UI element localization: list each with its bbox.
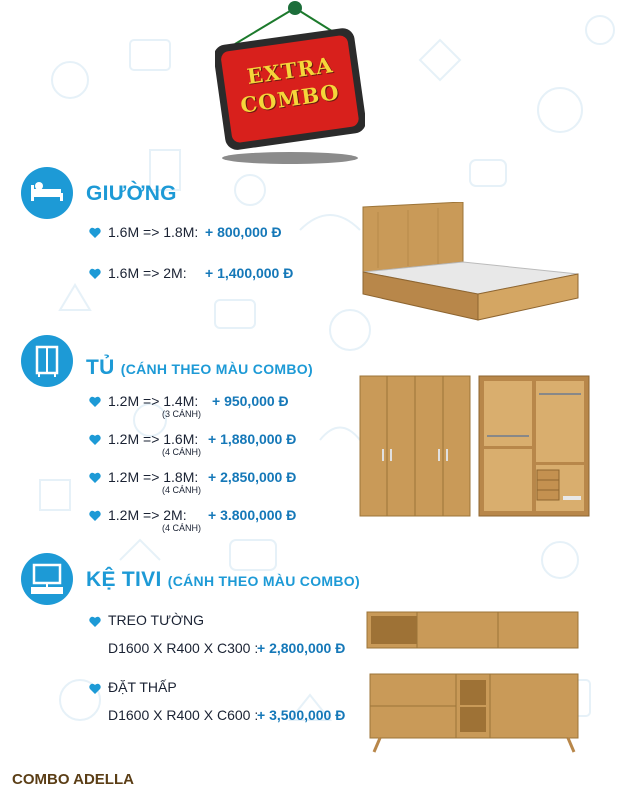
wardrobe-icon-circle <box>21 335 73 387</box>
ketivi-item-2-spec: D1600 X R400 X C600 : <box>108 707 259 723</box>
tv-stand-icon-circle <box>21 553 73 605</box>
section-title-giuong: GIƯỜNG <box>86 182 177 205</box>
tu-item-2-label: 1.2M => 1.6M: <box>108 431 199 447</box>
bed-image <box>358 202 583 322</box>
tv-stand-wall-image <box>365 610 580 650</box>
heart-bullet-icon <box>89 434 101 446</box>
tu-item-2-price: + 1,880,000 Đ <box>208 431 297 447</box>
ketivi-item-1-spec: D1600 X R400 X C300 : <box>108 640 259 656</box>
tu-item-4-label: 1.2M => 2M: <box>108 507 187 523</box>
banner-line2: COMBO <box>238 79 342 118</box>
heart-bullet-icon <box>89 472 101 484</box>
tu-item-4-price: + 3.800,000 Đ <box>208 507 297 523</box>
banner-line1: EXTRA <box>245 52 335 89</box>
tu-item-1-note: (3 CÁNH) <box>162 409 202 419</box>
wardrobe-closed-image <box>358 374 473 519</box>
heart-bullet-icon <box>89 227 101 239</box>
heart-bullet-icon <box>89 683 101 695</box>
tu-item-1-label: 1.2M => 1.4M: <box>108 393 199 409</box>
extra-combo-banner <box>215 0 365 165</box>
section-title-ketivi-main: KỆ TIVI <box>86 568 162 591</box>
tu-item-2-note: (4 CÁNH) <box>162 447 202 457</box>
section-title-tu-main: TỦ <box>86 356 115 379</box>
tu-item-3-label: 1.2M => 1.8M: <box>108 469 199 485</box>
section-title-tu <box>86 356 313 380</box>
wardrobe-icon <box>21 335 73 387</box>
ketivi-item-2-name: ĐẶT THẤP <box>108 679 177 695</box>
tu-item-3-price: + 2,850,000 Đ <box>208 469 297 485</box>
section-subtitle-tu: (CÁNH THEO MÀU COMBO) <box>120 361 313 377</box>
tv-stand-floor-image <box>368 672 580 754</box>
ketivi-item-1-name: TREO TƯỜNG <box>108 612 205 628</box>
ketivi-item-2-price: + 3,500,000 Đ <box>257 707 346 723</box>
section-title-ketivi <box>86 568 360 592</box>
giuong-item-1-price: + 800,000 Đ <box>205 224 282 240</box>
giuong-item-2-label: 1.6M => 2M: <box>108 265 187 281</box>
giuong-item-1-label: 1.6M => 1.8M: <box>108 224 199 240</box>
wardrobe-open-image <box>477 374 592 519</box>
tv-stand-icon <box>21 553 73 605</box>
heart-bullet-icon <box>89 616 101 628</box>
tu-item-3-note: (4 CÁNH) <box>162 485 202 495</box>
footer-combo-name: COMBO ADELLA <box>12 771 134 788</box>
section-subtitle-ketivi: (CÁNH THEO MÀU COMBO) <box>167 573 360 589</box>
heart-bullet-icon <box>89 510 101 522</box>
tu-item-1-price: + 950,000 Đ <box>212 393 289 409</box>
giuong-item-2-price: + 1,400,000 Đ <box>205 265 294 281</box>
tu-item-4-note: (4 CÁNH) <box>162 523 202 533</box>
heart-bullet-icon <box>89 396 101 408</box>
heart-bullet-icon <box>89 268 101 280</box>
bed-icon <box>21 167 73 219</box>
bed-icon-circle <box>21 167 73 219</box>
ketivi-item-1-price: + 2,800,000 Đ <box>257 640 346 656</box>
